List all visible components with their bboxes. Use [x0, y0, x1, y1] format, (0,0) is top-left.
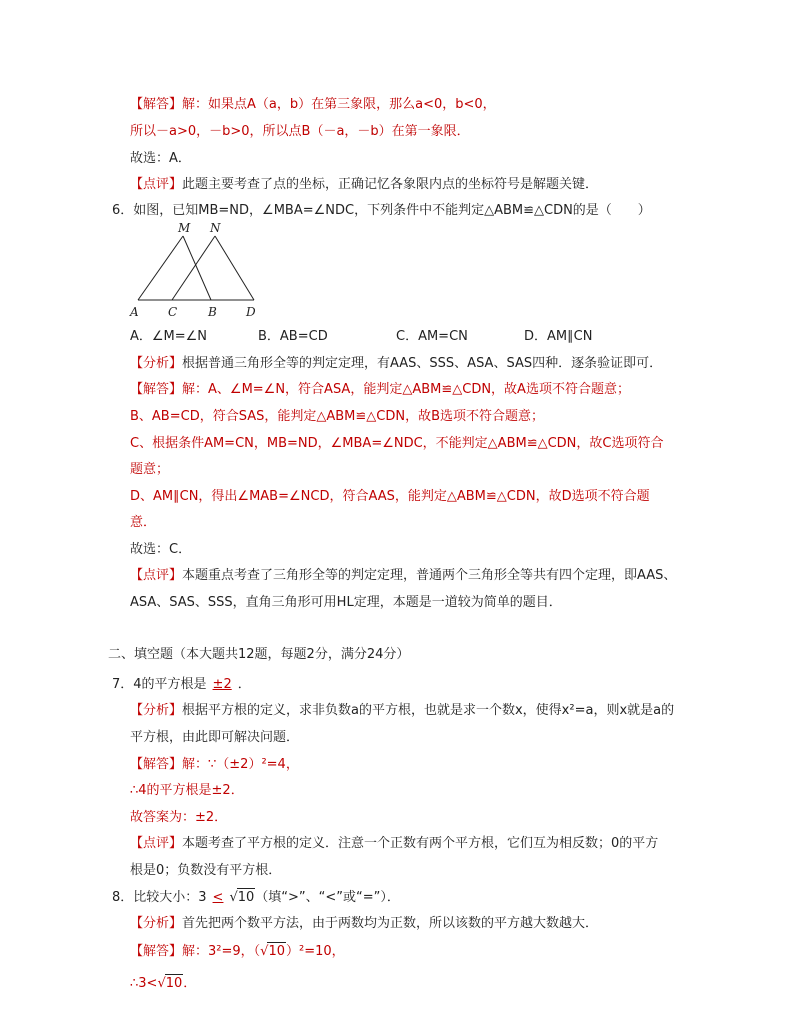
q8-radicand: 10 [237, 890, 255, 905]
q6-stem: 6．如图，已知MB=ND，∠MBA=∠NDC，下列条件中不能判定△ABM≌△CDN的是（ ） [112, 203, 651, 218]
label-a: A [130, 305, 139, 319]
q7-analysis-line-1 [130, 702, 674, 720]
section-heading: 二、填空题（本大题共12题，每题2分，满分24分） [108, 647, 410, 662]
q7-stem [112, 676, 251, 694]
conclusion-radicand: 10 [165, 976, 183, 991]
q6-solution-line-5: D、AM∥CN，得出∠MAB=∠NCD，符合AAS，能判定△ABM≌△CDN，故D选项不符合题 [130, 489, 650, 504]
comment-text: 本题重点考查了三角形全等的判定定理，普通两个三角形全等共有四个定理，即AAS、 [182, 568, 677, 583]
sqrt-icon: √ [157, 976, 166, 991]
q6-analysis [130, 355, 662, 373]
solution-text: 解：A、∠M=∠N，符合ASA，能判定△ABM≌△CDN，故A选项不符合题意； [182, 382, 630, 397]
comment-label: 【点评】 [130, 177, 183, 192]
analysis-text: 根据平方根的定义，求非负数a的平方根，也就是求一个数x，使得x²=a，则x就是a的 [182, 703, 675, 718]
solution-pre: 解：3²=9，（ [182, 944, 261, 959]
label-n: N [210, 222, 221, 235]
q5-solution-line-3: 故选：A． [130, 151, 191, 166]
q6-solution-line-4: 题意； [130, 462, 170, 477]
q6-solution-line-7: 故选：C． [130, 542, 192, 557]
analysis-label: 【分析】 [130, 356, 183, 371]
q8-stem-pre: 8．比较大小：3 [112, 890, 207, 905]
q5-comment [130, 176, 598, 194]
label-d: D [246, 305, 256, 319]
q6-option-c: C．AM=CN [396, 329, 468, 344]
q8-stem [112, 888, 400, 907]
q6-solution-line-6: 意． [130, 515, 157, 530]
conclusion-post: ． [183, 976, 197, 991]
q6-solution-line-2: B、AB=CD，符合SAS，能判定△ABM≌△CDN，故B选项不符合题意； [130, 409, 544, 424]
q6-solution-line-3: C、根据条件AM=CN，MB=ND，∠MBA=∠NDC，不能判定△ABM≌△CDN，故C选项符合 [130, 436, 664, 451]
comment-text: 此题主要考查了点的坐标，正确记忆各象限内点的坐标符号是解题关键． [182, 177, 599, 192]
solution-label: 【解答】 [130, 382, 183, 397]
label-m: M [178, 222, 191, 235]
q6-solution-line-1 [130, 381, 630, 399]
solution-text: 解：如果点A（a，b）在第三象限，那么a<0，b<0， [182, 97, 496, 112]
sqrt-icon: √ [229, 890, 238, 905]
solution-label: 【解答】 [130, 944, 183, 959]
q6-comment-line-2: ASA、SAS、SSS，直角三角形可用HL定理，本题是一道较为简单的题目． [130, 595, 562, 610]
q7-comment-line-1 [130, 835, 658, 853]
q5-solution-line-2: 所以－a>0，－b>0，所以点B（－a，－b）在第一象限． [130, 124, 470, 139]
analysis-label: 【分析】 [130, 703, 183, 718]
comment-label: 【点评】 [130, 568, 183, 583]
segment-cn [172, 236, 215, 300]
q7-answer: ±2 [212, 677, 232, 692]
segment-am [138, 236, 183, 300]
q8-solution-line-1 [130, 942, 345, 961]
solution-label: 【解答】 [130, 97, 183, 112]
segment-nd [215, 236, 254, 300]
q6-comment-line-1 [130, 567, 676, 585]
q5-solution-line-1 [130, 96, 496, 114]
conclusion-pre: ∴3< [130, 976, 158, 991]
q7-solution-line-2: ∴4的平方根是±2． [130, 783, 244, 798]
comment-text: 本题考查了平方根的定义．注意一个正数有两个平方根，它们互为相反数；0的平方 [182, 836, 659, 851]
label-b: B [208, 305, 217, 319]
label-c: C [168, 305, 178, 319]
analysis-text: 根据普通三角形全等的判定定理，有AAS、SSS、ASA、SAS四种．逐条验证即可． [182, 356, 663, 371]
q7-stem-pre: 7．4的平方根是 [112, 677, 207, 692]
comment-label: 【点评】 [130, 836, 183, 851]
segment-mb [183, 236, 211, 300]
q6-option-a: A．∠M=∠N [130, 329, 208, 344]
q6-option-d: D．AM∥CN [524, 329, 593, 344]
sqrt-icon: √ [260, 944, 269, 959]
q8-conclusion [130, 974, 196, 993]
q7-solution-line-1 [130, 756, 299, 774]
q8-answer: < [212, 890, 224, 905]
triangle-figure [128, 222, 268, 322]
analysis-text: 首先把两个数平方法，由于两数均为正数，所以该数的平方越大数越大． [182, 916, 599, 931]
solution-text: 解：∵（±2）²=4， [182, 757, 299, 772]
solution-post: ）²=10， [286, 944, 345, 959]
q7-comment-line-2: 根是0；负数没有平方根． [130, 863, 282, 878]
q7-analysis-line-2: 平方根，由此即可解决问题． [130, 730, 300, 745]
q6-option-b: B．AB=CD [258, 329, 328, 344]
solution-radicand: 10 [268, 944, 286, 959]
solution-label: 【解答】 [130, 757, 183, 772]
analysis-label: 【分析】 [130, 916, 183, 931]
q8-stem-post: （填“>”、“<”或“=”）． [255, 890, 400, 905]
q7-solution-line-3: 故答案为：±2． [130, 810, 228, 825]
q8-analysis [130, 915, 598, 933]
q7-stem-post: ． [237, 677, 251, 692]
